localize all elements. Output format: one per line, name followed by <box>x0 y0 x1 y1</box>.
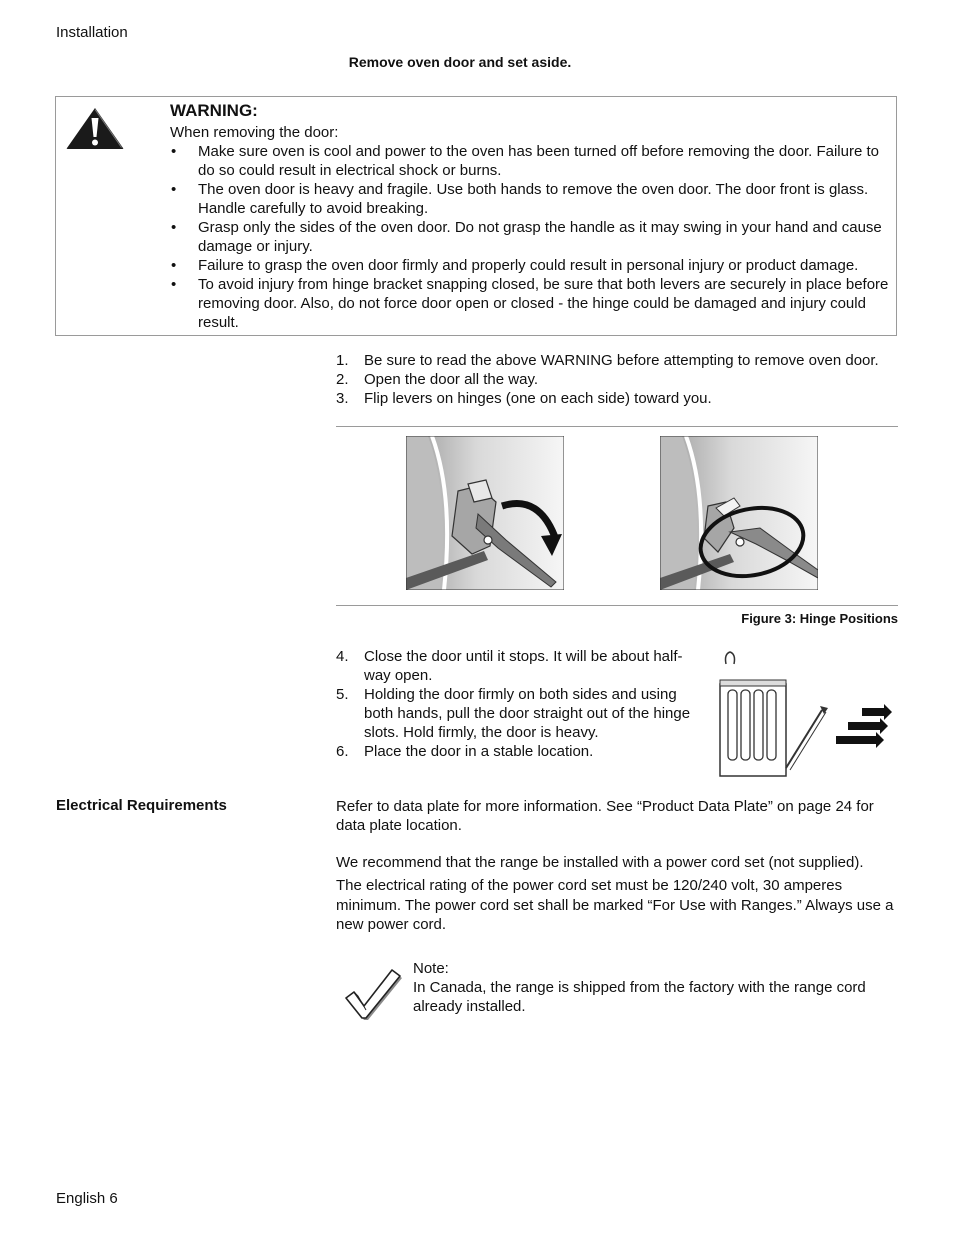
step-item: 2. Open the door all the way. <box>336 371 538 388</box>
warning-item: • The oven door is heavy and fragile. Use both hands to remove the oven door. The door front is glass. Handle carefully to avoid breaking. <box>170 180 890 218</box>
warning-item: • Make sure oven is cool and power to the oven has been turned off before removing the door. Failure to do so could result in electrical shock or burns. <box>170 142 890 180</box>
warning-triangle-icon <box>65 106 125 150</box>
procedure-heading: Remove oven door and set aside. <box>348 54 572 70</box>
note-label: Note: <box>413 960 449 977</box>
step-item: 4. Close the door until it stops. It will be about half-way open. <box>336 648 683 684</box>
electrical-paragraph: The electrical rating of the power cord set must be 120/240 volt, 30 amperes minimum. The power cord set shall be marked “For Use with Ranges.” Always use a new power cord. <box>336 877 894 933</box>
steps-list-first <box>336 351 906 408</box>
figure-caption: Figure 3: Hinge Positions <box>741 611 898 626</box>
figure-bottom-rule <box>336 605 898 606</box>
figure-top-rule <box>336 426 898 427</box>
warning-item: • Failure to grasp the oven door firmly and properly could result in personal injury or product damage. <box>170 256 890 275</box>
hinge-open-illustration <box>660 436 818 590</box>
steps-list-second <box>336 647 704 761</box>
note-text: In Canada, the range is shipped from the factory with the range cord already installed. <box>413 979 866 1015</box>
step-item: 3. Flip levers on hinges (one on each side) toward you. <box>336 390 712 407</box>
warning-item: • Grasp only the sides of the oven door. Do not grasp the handle as it may swing in your hand and cause damage or injury. <box>170 218 890 256</box>
warning-title: WARNING: <box>170 101 258 120</box>
electrical-paragraph: Refer to data plate for more information. See “Product Data Plate” on page 24 for data plate location. <box>336 798 874 834</box>
warning-item: • To avoid injury from hinge bracket snapping closed, be sure that both levers are securely in place before removing door. Also, do not force door open or closed - the hinge could be damaged and injury could result. <box>170 275 890 332</box>
electrical-requirements-heading: Electrical Requirements <box>56 797 227 814</box>
electrical-paragraph: We recommend that the range be installed with a power cord set (not supplied). <box>336 854 864 871</box>
checkmark-icon <box>344 966 404 1022</box>
warning-intro: When removing the door: <box>170 124 339 141</box>
section-label: Installation <box>56 24 128 41</box>
oven-door-removal-illustration <box>716 650 892 778</box>
hinge-closed-illustration <box>406 436 564 590</box>
step-item: 6. Place the door in a stable location. <box>336 743 594 760</box>
step-item: 5. Holding the door firmly on both sides and using both hands, pull the door straight out of the hinge slots. Hold firmly, the door is heavy. <box>336 686 691 741</box>
page-footer: English 6 <box>56 1190 118 1207</box>
warning-list <box>170 142 890 332</box>
step-item: 1. Be sure to read the above WARNING before attempting to remove oven door. <box>336 352 879 369</box>
